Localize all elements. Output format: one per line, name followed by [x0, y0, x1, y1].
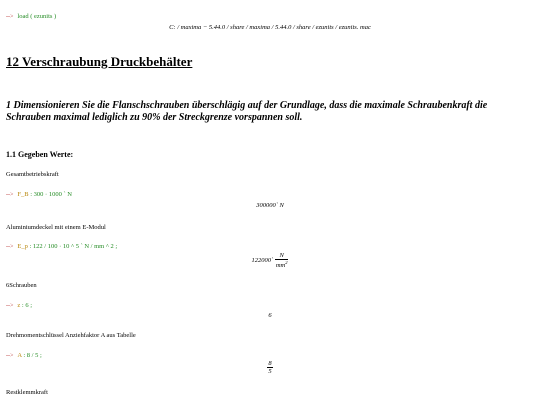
unit-fraction [275, 252, 289, 269]
input-cell[interactable] [6, 183, 72, 201]
input-prompt: --> [6, 244, 14, 250]
input-prompt: --> [6, 192, 14, 198]
text-cell: Aluminiumdeckel mit einem E-Modul [6, 224, 106, 231]
expression[interactable]: : 8 / 5 ; [21, 352, 42, 359]
section-heading: 1 Dimensionieren Sie die Flanschschrauben überschlägig auf der Grundlage, dass die maximale Schraubenkraft die Schrauben maximal lediglich zu 90% der Streckgrenze vorspannen soll. [6, 100, 488, 123]
expression[interactable]: : 6 ; [20, 302, 33, 309]
input-cell[interactable] [6, 294, 32, 312]
output-value: 122000` [251, 257, 274, 265]
input-cell[interactable] [6, 235, 117, 253]
denominator-unit: mm [275, 262, 286, 270]
output-cell [0, 360, 540, 375]
expression[interactable]: : 300 · 1000 ` N [28, 191, 72, 198]
output-cell [0, 252, 540, 269]
variable-name[interactable]: F_B [17, 191, 29, 198]
fraction-denominator: 5 [268, 368, 272, 375]
page-title: 12 Verschraubung Druckbehälter [6, 54, 193, 69]
fraction-numerator: 8 [268, 360, 272, 367]
text-cell: Restklemmkraft [6, 389, 48, 396]
load-command[interactable]: load ( ezunits ) [17, 13, 57, 20]
text-cell: Drehmomentschlüssel Anziehfaktor A aus Tabelle [6, 332, 136, 339]
subsection-heading: 1.1 Gegeben Werte: [6, 150, 74, 159]
text-cell: 6Schrauben [6, 282, 37, 289]
variable-name[interactable]: A [17, 352, 22, 359]
input-prompt: --> [6, 303, 14, 309]
text-cell: Gesamtbetriebskraft [6, 171, 59, 178]
fraction-numerator: N [275, 252, 289, 260]
load-input-cell[interactable] [6, 5, 56, 23]
expression[interactable]: : 122 / 100 · 10 ^ 5 ` N / mm ^ 2 ; [27, 243, 118, 250]
output-fraction [267, 360, 272, 375]
denominator-exponent: 2 [285, 260, 288, 265]
input-prompt: --> [6, 353, 14, 359]
variable-name[interactable]: E_p [17, 243, 28, 250]
input-prompt: --> [6, 14, 14, 20]
output-cell: 300000` N [256, 202, 284, 209]
fraction-denominator [275, 260, 289, 269]
output-cell: 6 [268, 312, 272, 319]
load-output: C: / maxima − 5.44.0 / share / maxima / 5.44.0 / share / ezunits / ezunits. mac [169, 24, 371, 31]
variable-name[interactable]: z [17, 302, 21, 309]
